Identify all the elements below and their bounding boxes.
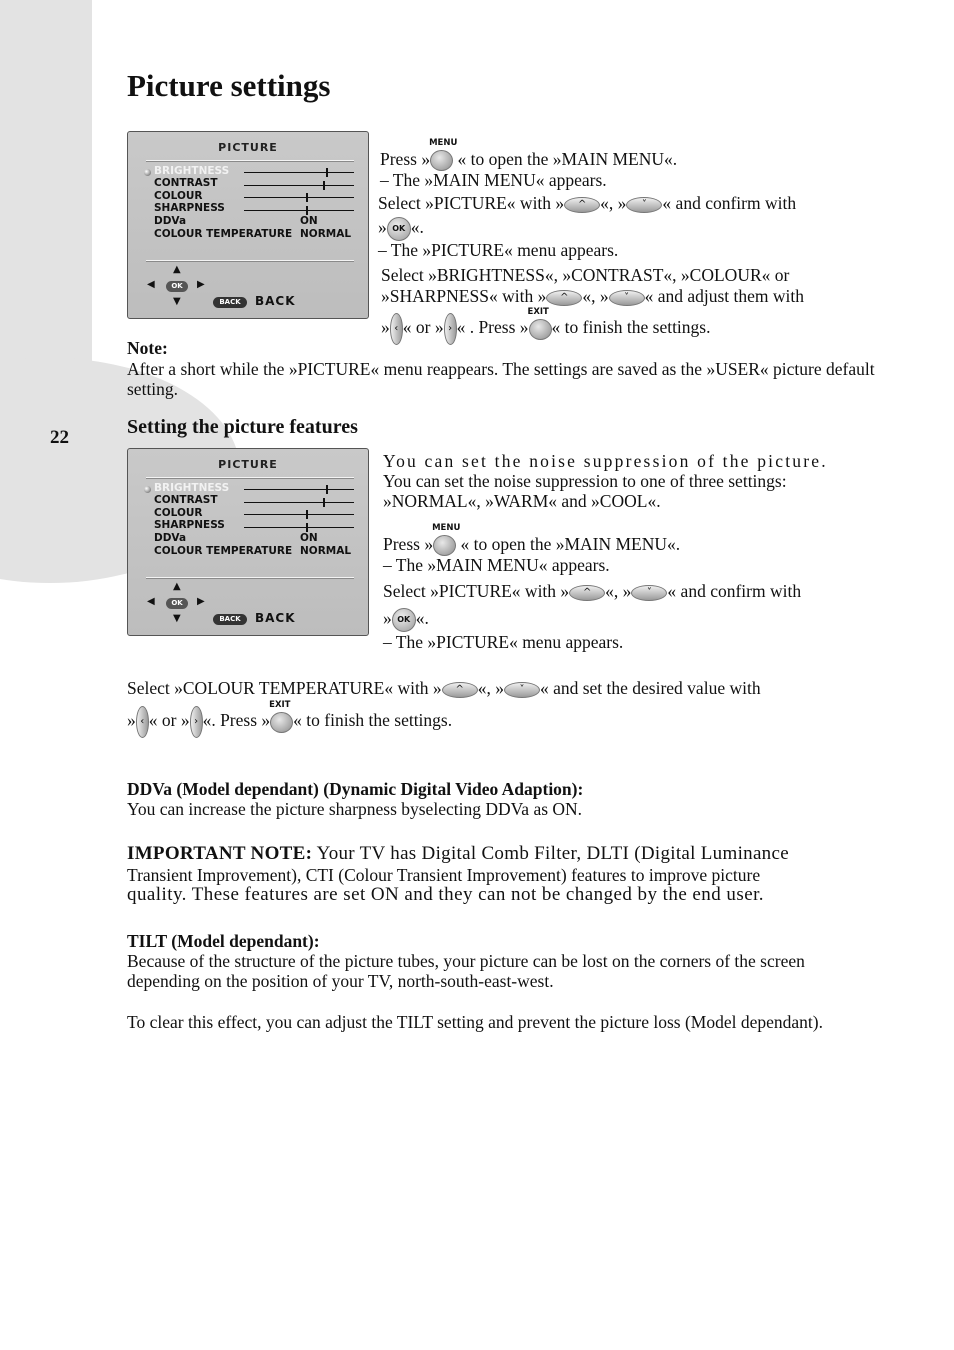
contrast-slider-knob xyxy=(323,498,325,507)
left-arrow-icon: ◀ xyxy=(147,596,155,607)
osd-item-contrast: CONTRAST xyxy=(154,494,218,506)
s2-intro-1: You can set the noise suppression of the picture. xyxy=(383,451,828,471)
osd-value-ddva: ON xyxy=(300,532,318,544)
osd-item-contrast: CONTRAST xyxy=(154,177,218,189)
back-text: BACK xyxy=(255,611,296,625)
osd-item-brightness: BRIGHTNESS xyxy=(154,165,230,177)
osd-value-ddva: ON xyxy=(300,215,318,227)
s1-confirm: » OK «. xyxy=(378,217,424,241)
s1-select-picture: Select »PICTURE« with » ^ «, » ˅ « and confirm with xyxy=(378,193,797,213)
ok-button-icon: OK xyxy=(166,281,188,292)
important-label: IMPORTANT NOTE: xyxy=(127,843,313,864)
s1-select-sharpness: »SHARPNESS« with » ^ «, » ˅ « and adjust them with xyxy=(381,286,805,306)
s1-left-right-exit: » ‹ « or » › « . Press » EXIT « to finish the settings. xyxy=(381,313,710,345)
colour-slider-knob xyxy=(306,510,308,519)
contrast-slider xyxy=(244,502,354,503)
down-button-icon: ˅ xyxy=(631,585,667,601)
right-button-icon: › xyxy=(190,706,203,738)
tilt-title: TILT (Model dependant): xyxy=(127,931,320,951)
section-heading-picture-features: Setting the picture features xyxy=(127,416,358,438)
brightness-slider xyxy=(244,172,354,173)
back-button-icon: BACK xyxy=(213,297,247,308)
osd-title: PICTURE xyxy=(218,141,278,154)
osd-item-ddva: DDVa xyxy=(154,532,187,544)
sharpness-slider xyxy=(244,527,354,528)
page-title: Picture settings xyxy=(127,68,331,103)
down-button-icon: ˅ xyxy=(626,197,662,213)
right-button-icon: › xyxy=(444,313,457,345)
picture-menu-screenshot-1 xyxy=(127,131,369,319)
important-line-3: quality. These features are set ON and they can not be changed by the end user. xyxy=(127,884,764,905)
exit-button-icon: EXIT xyxy=(270,712,293,733)
s1-picture-menu-appears: – The »PICTURE« menu appears. xyxy=(378,240,619,260)
right-arrow-icon: ▶ xyxy=(197,596,205,607)
important-line-1: IMPORTANT NOTE: Your TV has Digital Comb Filter, DLTI (Digital Luminance xyxy=(127,843,789,864)
left-button-icon: ‹ xyxy=(136,706,149,738)
brightness-slider xyxy=(244,489,354,490)
down-arrow-icon: ▼ xyxy=(173,296,181,307)
sharpness-slider-knob xyxy=(306,206,308,215)
osd-rule-bottom xyxy=(146,577,354,579)
tilt-text-1: Because of the structure of the picture tubes, your picture can be lost on the corners of the screen depending on the position of your TV, north-south-east-west. xyxy=(127,951,805,991)
osd-item-sharpness: SHARPNESS xyxy=(154,202,225,214)
menu-button-icon: MENU xyxy=(433,535,456,556)
s2-colour-temperature: Select »COLOUR TEMPERATURE« with » ^ «, » ˅ « and set the desired value with xyxy=(127,678,761,698)
colour-slider xyxy=(244,514,354,515)
colour-slider xyxy=(244,197,354,198)
osd-item-colour: COLOUR xyxy=(154,507,203,519)
selection-dot-icon xyxy=(144,486,151,493)
osd-item-sharpness: SHARPNESS xyxy=(154,519,225,531)
osd-rule-top xyxy=(146,160,354,162)
osd-rule-top xyxy=(146,477,354,479)
ddva-text: You can increase the picture sharpness byselecting DDVa as ON. xyxy=(127,799,583,819)
contrast-slider xyxy=(244,185,354,186)
colour-slider-knob xyxy=(306,193,308,202)
left-arrow-icon: ◀ xyxy=(147,279,155,290)
down-arrow-icon: ▼ xyxy=(173,613,181,624)
s2-select-picture: Select »PICTURE« with » ^ «, » ˅ « and confirm with xyxy=(383,581,802,601)
tilt-text-2: To clear this effect, you can adjust the TILT setting and prevent the picture loss (Model dependant). xyxy=(127,1012,823,1032)
s2-confirm: » OK «. xyxy=(383,608,429,632)
s2-intro-2: You can set the noise suppression to one of three settings: xyxy=(383,471,787,491)
up-button-icon: ^ xyxy=(442,682,478,698)
ok-remote-icon: OK xyxy=(387,217,411,241)
menu-button-icon: MENU xyxy=(430,150,453,171)
brightness-slider-knob xyxy=(326,485,328,494)
down-button-icon: ˅ xyxy=(609,290,645,306)
osd-item-colour-temperature: COLOUR TEMPERATURE xyxy=(154,228,293,240)
sharpness-slider xyxy=(244,210,354,211)
s2-press-menu: Press » MENU « to open the »MAIN MENU«. xyxy=(383,534,680,556)
contrast-slider-knob xyxy=(323,181,325,190)
osd-title: PICTURE xyxy=(218,458,278,471)
s1-select-items: Select »BRIGHTNESS«, »CONTRAST«, »COLOUR« or xyxy=(381,265,790,285)
ok-button-icon: OK xyxy=(166,598,188,609)
ok-remote-icon: OK xyxy=(392,608,416,632)
right-arrow-icon: ▶ xyxy=(197,279,205,290)
brightness-slider-knob xyxy=(326,168,328,177)
up-button-icon: ^ xyxy=(564,197,600,213)
back-button-icon: BACK xyxy=(213,614,247,625)
ddva-title: DDVa (Model dependant) (Dynamic Digital Video Adaption): xyxy=(127,779,584,799)
note-title: Note: xyxy=(127,338,168,358)
s1-main-menu-appears: – The »MAIN MENU« appears. xyxy=(380,170,607,190)
left-button-icon: ‹ xyxy=(390,313,403,345)
s2-main-menu-appears: – The »MAIN MENU« appears. xyxy=(383,555,610,575)
up-arrow-icon: ▲ xyxy=(173,581,181,592)
sharpness-slider-knob xyxy=(306,523,308,532)
important-line-2: Transient Improvement), CTI (Colour Transient Improvement) features to improve picture xyxy=(127,865,761,885)
back-text: BACK xyxy=(255,294,296,308)
down-button-icon: ˅ xyxy=(504,682,540,698)
s2-intro-3: »NORMAL«, »WARM« and »COOL«. xyxy=(383,491,661,511)
s1-press-menu: Press » MENU « to open the »MAIN MENU«. xyxy=(380,149,677,171)
exit-button-icon: EXIT xyxy=(529,319,552,340)
s2-picture-menu-appears: – The »PICTURE« menu appears. xyxy=(383,632,624,652)
osd-item-colour-temperature: COLOUR TEMPERATURE xyxy=(154,545,293,557)
picture-menu-screenshot-2 xyxy=(127,448,369,636)
osd-value-colour-temperature: NORMAL xyxy=(300,228,352,240)
page-number: 22 xyxy=(50,427,69,448)
up-button-icon: ^ xyxy=(546,290,582,306)
s2-left-right-exit: » ‹ « or » › «. Press » EXIT « to finish the settings. xyxy=(127,706,452,738)
selection-dot-icon xyxy=(144,169,151,176)
osd-item-ddva: DDVa xyxy=(154,215,187,227)
note-text: After a short while the »PICTURE« menu reappears. The settings are saved as the »USER« picture default setting. xyxy=(127,359,875,399)
osd-item-colour: COLOUR xyxy=(154,190,203,202)
osd-item-brightness: BRIGHTNESS xyxy=(154,482,230,494)
side-band xyxy=(0,0,92,402)
osd-value-colour-temperature: NORMAL xyxy=(300,545,352,557)
osd-rule-bottom xyxy=(146,260,354,262)
up-button-icon: ^ xyxy=(569,585,605,601)
up-arrow-icon: ▲ xyxy=(173,264,181,275)
